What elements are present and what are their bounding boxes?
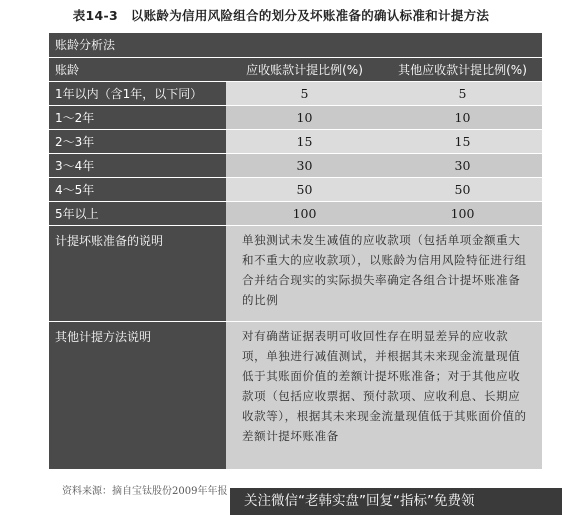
age-cell: 4～5年 xyxy=(49,177,226,201)
ar-ratio-cell: 5 xyxy=(226,81,383,105)
desc-row-2 xyxy=(49,321,542,469)
desc2-text: 对有确凿证据表明可收回性存在明显差异的应收款项，单独进行减值测试，并根据其未来现金流量现值低于其账面价值的差额计提坏账准备；对于其他应收款项（包括应收票据、预付款项、应收利息、长期应收款等），根据其未来现金流量现值低于其账面价值的差额计提坏账准备 xyxy=(226,321,542,469)
other-ratio-cell: 5 xyxy=(383,81,542,105)
col-header-age: 账龄 xyxy=(49,57,226,81)
age-cell: 2～3年 xyxy=(49,129,226,153)
ar-ratio-cell: 10 xyxy=(226,105,383,129)
desc2-label: 其他计提方法说明 xyxy=(49,321,226,469)
other-ratio-cell: 100 xyxy=(383,201,542,225)
header-row xyxy=(49,57,542,81)
age-cell: 1～2年 xyxy=(49,105,226,129)
table-row xyxy=(49,153,542,177)
provision-table xyxy=(49,33,542,469)
col-header-ar: 应收账款计提比例(%) xyxy=(226,57,383,81)
promo-banner: 关注微信“老韩实盘”回复“指标”免费领 xyxy=(230,488,562,515)
col-header-other: 其他应收款计提比例(%) xyxy=(383,57,542,81)
other-ratio-cell: 30 xyxy=(383,153,542,177)
source-note: 资料来源：摘自宝钛股份2009年年报 xyxy=(62,486,228,497)
table-row xyxy=(49,201,542,225)
desc1-text: 单独测试未发生减值的应收款项（包括单项金额重大和不重大的应收款项），以账龄为信用风险特征进行组合并结合现实的实际损失率确定各组合计提坏账准备的比例 xyxy=(226,225,542,321)
other-ratio-cell: 50 xyxy=(383,177,542,201)
ar-ratio-cell: 50 xyxy=(226,177,383,201)
desc1-label: 计提坏账准备的说明 xyxy=(49,225,226,321)
table-row xyxy=(49,177,542,201)
table-row xyxy=(49,105,542,129)
table-row xyxy=(49,129,542,153)
table-title: 表14-3 以账龄为信用风险组合的划分及坏账准备的确认标准和计提方法 xyxy=(72,8,490,23)
ar-ratio-cell: 15 xyxy=(226,129,383,153)
table-row xyxy=(49,81,542,105)
other-ratio-cell: 10 xyxy=(383,105,542,129)
section-label: 账龄分析法 xyxy=(49,33,226,57)
age-cell: 5年以上 xyxy=(49,201,226,225)
age-cell: 3～4年 xyxy=(49,153,226,177)
other-ratio-cell: 15 xyxy=(383,129,542,153)
ar-ratio-cell: 100 xyxy=(226,201,383,225)
section-empty xyxy=(226,33,542,57)
ar-ratio-cell: 30 xyxy=(226,153,383,177)
desc-row-1 xyxy=(49,225,542,321)
section-row xyxy=(49,33,542,57)
age-cell: 1年以内（含1年，以下同） xyxy=(49,81,226,105)
